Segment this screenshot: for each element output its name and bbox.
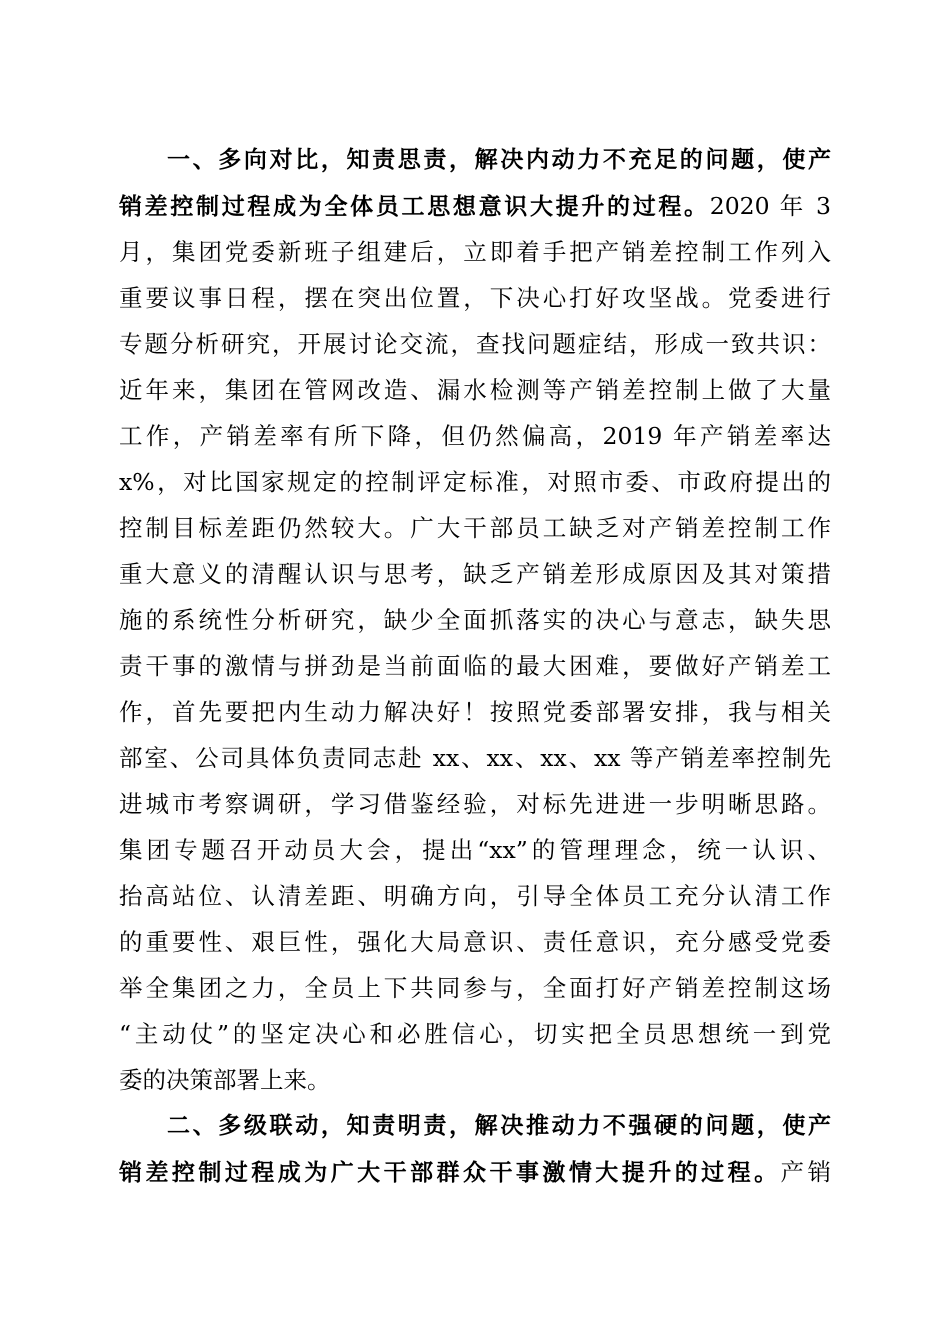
body-line: 部室、公司具体负责同志赴 xx、xx、xx、xx 等产销差率控制先 [119,744,831,772]
body-line: 月，集团党委新班子组建后，立即着手把产销差控制工作列入 [119,238,831,266]
section2-body-start: 产销 [780,1158,832,1186]
body-line: 作，首先要把内生动力解决好！按照党委部署安排，我与相关 [119,698,831,726]
section1-heading-line2 [119,187,831,225]
body-line: 进城市考察调研，学习借鉴经验，对标先进进一步明晰思路。 [119,790,831,818]
body-line: 集团专题召开动员大会，提出“xx”的管理理念，统一认识、 [119,836,831,864]
section2-heading-tail: 销差控制过程成为广大干部群众干事激情大提升的过程。 [119,1160,781,1186]
body-line: 近年来，集团在管网改造、漏水检测等产销差控制上做了大量 [119,376,831,404]
body-line: 责干事的激情与拼劲是当前面临的最大困难，要做好产销差工 [119,652,831,680]
body-line: 专题分析研究，开展讨论交流，查找问题症结，形成一致共识： [119,330,831,358]
body-line: 的重要性、艰巨性，强化大局意识、责任意识，充分感受党委 [119,928,831,956]
body-line: 举全集团之力，全员上下共同参与，全面打好产销差控制这场 [119,974,831,1002]
body-line: 施的系统性分析研究，缺少全面抓落实的决心与意志，缺失思 [119,606,831,634]
body-line: 重要议事日程，摆在突出位置，下决心打好攻坚战。党委进行 [119,284,831,312]
body-line: 工作，产销差率有所下降，但仍然偏高，2019 年产销差率达 [119,422,831,450]
body-line: 重大意义的清醒认识与思考，缺乏产销差形成原因及其对策措 [119,560,831,588]
body-line: 委的决策部署上来。 [119,1066,331,1094]
section1-heading-line1: 一、多向对比，知责思责，解决内动力不充足的问题，使产 [167,147,831,173]
section1-heading-tail: 销差控制过程成为全体员工思想意识大提升的过程。 [119,194,710,220]
body-line: 抬高站位、认清差距、明确方向，引导全体员工充分认清工作 [119,882,831,910]
section2-heading-line2 [119,1153,831,1191]
body-line: x%，对比国家规定的控制评定标准，对照市委、市政府提出的 [119,468,831,496]
body-line: “主动仗”的坚定决心和必胜信心，切实把全员思想统一到党 [119,1020,831,1048]
section1-body-start: 2020 年 3 [709,192,832,220]
section2-heading-line1: 二、多级联动，知责明责，解决推动力不强硬的问题，使产 [167,1113,831,1139]
body-line: 控制目标差距仍然较大。广大干部员工缺乏对产销差控制工作 [119,514,831,542]
